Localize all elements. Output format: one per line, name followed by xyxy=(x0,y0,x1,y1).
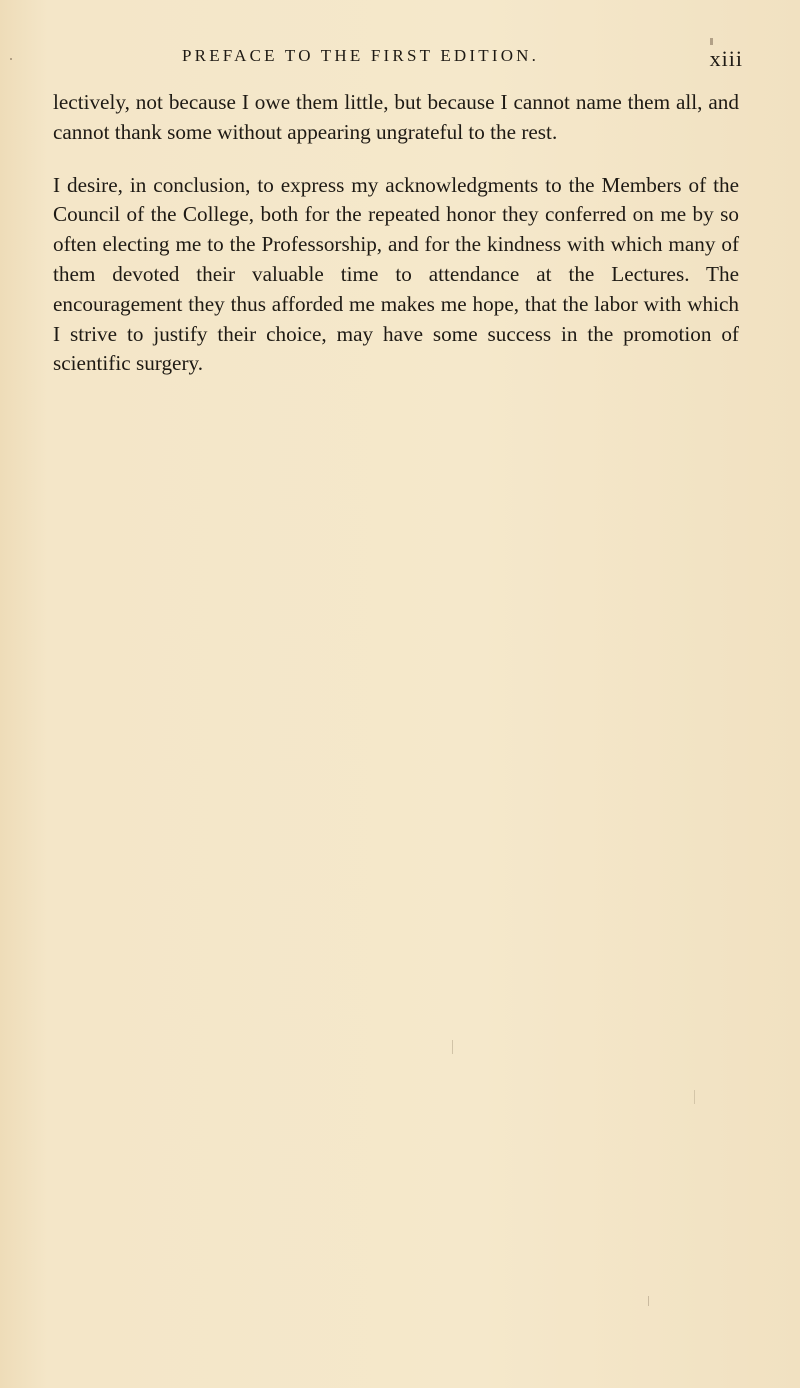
paper-speck xyxy=(710,38,713,45)
running-head-title: PREFACE TO THE FIRST EDITION. xyxy=(182,46,540,65)
body-text xyxy=(53,88,739,379)
paper-speck xyxy=(452,1040,453,1054)
paper-speck xyxy=(694,1090,695,1104)
paper-speck xyxy=(648,1296,649,1306)
paper-speck xyxy=(10,58,12,60)
paragraph-1: lectively, not because I owe them little, but because I cannot name them all, and cannot thank some without appearing ungrateful to the rest. xyxy=(53,90,739,144)
paragraph-2: I desire, in conclusion, to express my acknowledgments to the Members of the Council of the College, both for the repeated honor they conferred on me by so often electing me to the Professorship, and for the kindness with which many of them devoted their valuable time to attendance at the Lectures. The encouragement they thus afforded me makes me hope, that the labor with which I strive to justify their choice, may have some success in the promotion of scientific surgery. xyxy=(53,172,739,376)
page-number: xiii xyxy=(709,46,743,71)
